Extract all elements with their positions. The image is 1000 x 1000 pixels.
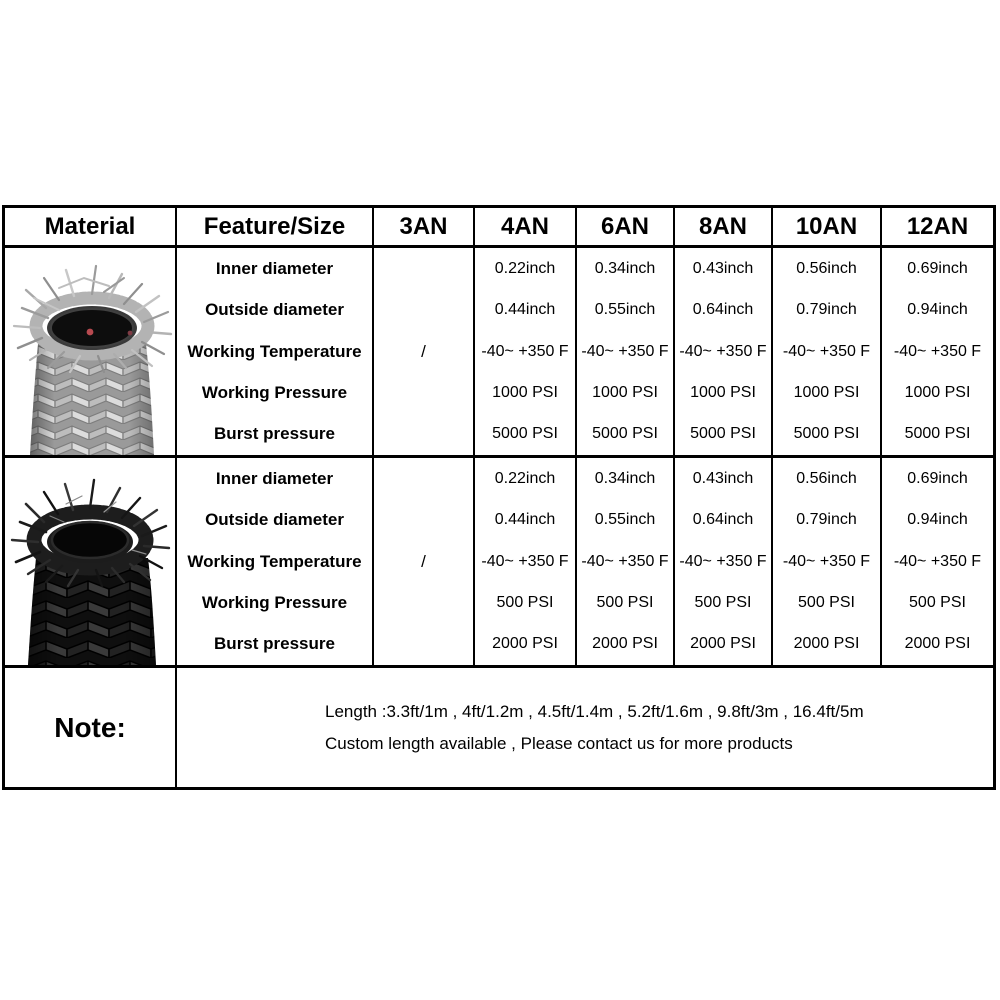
value-cell: 0.94inch [907, 301, 968, 319]
value-cell: 0.69inch [907, 469, 968, 487]
black-nylon-hose-image [5, 458, 176, 665]
value-cell: 5000 PSI [690, 425, 756, 443]
value-cell: 2000 PSI [690, 635, 756, 653]
value-cell: 0.34inch [594, 469, 656, 487]
header-size-12an: 12AN [906, 212, 969, 240]
column-10an-values [773, 248, 882, 455]
row-label-working-temperature: Working Temperature [187, 341, 362, 361]
red-dot-marker [87, 329, 94, 336]
value-cell: -40~ +350 F [782, 552, 871, 570]
header-size-10an: 10AN [773, 208, 882, 245]
feature-label-column [177, 248, 374, 455]
column-12an-values [882, 248, 993, 455]
header-material-label: Material [44, 212, 136, 240]
header-feature-size [177, 208, 374, 245]
column-3an-placeholder: / [374, 458, 475, 665]
value-cell: 2000 PSI [492, 635, 558, 653]
column-6an-values [577, 458, 675, 665]
column-10an-values [773, 458, 882, 665]
value-cell: 0.94inch [907, 511, 968, 529]
header-size-4an: 4AN [475, 208, 577, 245]
note-length-line: Length :3.3ft/1m , 4ft/1.2m , 4.5ft/1.4m , 5.2ft/1.6m , 9.8ft/3m , 16.4ft/5m [325, 701, 864, 721]
value-cell: 2000 PSI [904, 635, 971, 653]
column-8an-values [675, 248, 773, 455]
material-image-cell [5, 458, 177, 665]
value-cell: 0.69inch [907, 259, 968, 277]
value-cell: -40~ +350 F [581, 342, 669, 360]
header-feature-size-label: Feature/Size [203, 212, 346, 240]
value-cell: 500 PSI [694, 593, 752, 611]
value-cell: 5000 PSI [592, 425, 658, 443]
value-cell: 0.22inch [494, 469, 556, 487]
header-size-3an: 3AN [374, 208, 475, 245]
value-cell: 0.79inch [796, 301, 857, 319]
value-cell: 0.56inch [796, 469, 857, 487]
note-label: Note: [5, 668, 177, 787]
value-cell: 0.64inch [692, 511, 754, 529]
column-4an-values [475, 248, 577, 455]
value-cell: 0.34inch [594, 259, 656, 277]
stainless-steel-hose-image [5, 248, 176, 455]
row-label-outside-diameter: Outside diameter [205, 300, 344, 320]
value-cell: 0.56inch [796, 259, 857, 277]
value-cell: 500 PSI [798, 593, 855, 611]
header-material [5, 208, 177, 245]
value-cell: 500 PSI [596, 593, 654, 611]
value-cell: 5000 PSI [904, 425, 971, 443]
row-label-burst-pressure: Burst pressure [214, 424, 335, 444]
value-cell: 0.64inch [692, 301, 754, 319]
value-cell: 1000 PSI [592, 383, 658, 401]
value-cell: 1000 PSI [793, 383, 860, 401]
hose-spec-table [2, 205, 996, 790]
value-cell: 0.79inch [796, 511, 857, 529]
value-cell: 1000 PSI [690, 383, 756, 401]
value-cell: -40~ +350 F [581, 552, 669, 570]
column-8an-values [675, 458, 773, 665]
header-size-8an: 8AN [675, 208, 773, 245]
value-cell: 1000 PSI [904, 383, 971, 401]
row-label-working-pressure: Working Pressure [201, 592, 348, 612]
value-cell: 0.43inch [692, 259, 754, 277]
header-row [5, 208, 993, 248]
value-cell: -40~ +350 F [679, 342, 767, 360]
value-cell: 0.44inch [494, 301, 556, 319]
feature-label-column [177, 458, 374, 665]
section-stainless-steel [5, 248, 993, 458]
value-cell: 0.55inch [594, 511, 656, 529]
header-size-6an: 6AN [577, 208, 675, 245]
value-cell: 2000 PSI [592, 635, 658, 653]
row-label-working-temperature: Working Temperature [187, 551, 362, 571]
row-label-inner-diameter: Inner diameter [215, 258, 334, 278]
value-cell: -40~ +350 F [481, 342, 569, 360]
row-label-inner-diameter: Inner diameter [215, 468, 334, 488]
row-label-burst-pressure: Burst pressure [214, 634, 335, 654]
value-cell: 5000 PSI [492, 425, 558, 443]
value-cell: 5000 PSI [793, 425, 860, 443]
column-12an-values [882, 458, 993, 665]
column-6an-values [577, 248, 675, 455]
value-cell: -40~ +350 F [481, 552, 569, 570]
value-cell: 0.43inch [692, 469, 754, 487]
row-label-outside-diameter: Outside diameter [205, 510, 344, 530]
value-cell: -40~ +350 F [679, 552, 767, 570]
value-cell: -40~ +350 F [893, 342, 982, 360]
row-label-working-pressure: Working Pressure [201, 382, 348, 402]
column-3an-placeholder: / [374, 248, 475, 455]
section-nylon-braided [5, 458, 993, 668]
value-cell: 1000 PSI [492, 383, 558, 401]
value-cell: -40~ +350 F [782, 342, 871, 360]
value-cell: 0.55inch [594, 301, 656, 319]
note-row [5, 668, 993, 787]
column-4an-values [475, 458, 577, 665]
value-cell: 2000 PSI [793, 635, 860, 653]
note-body [177, 668, 993, 787]
value-cell: 0.44inch [494, 511, 556, 529]
material-image-cell [5, 248, 177, 455]
value-cell: -40~ +350 F [893, 552, 982, 570]
note-custom-line: Custom length available , Please contact us for more products [325, 733, 793, 753]
value-cell: 0.22inch [494, 259, 556, 277]
value-cell: 500 PSI [496, 593, 554, 611]
value-cell: 500 PSI [909, 593, 966, 611]
